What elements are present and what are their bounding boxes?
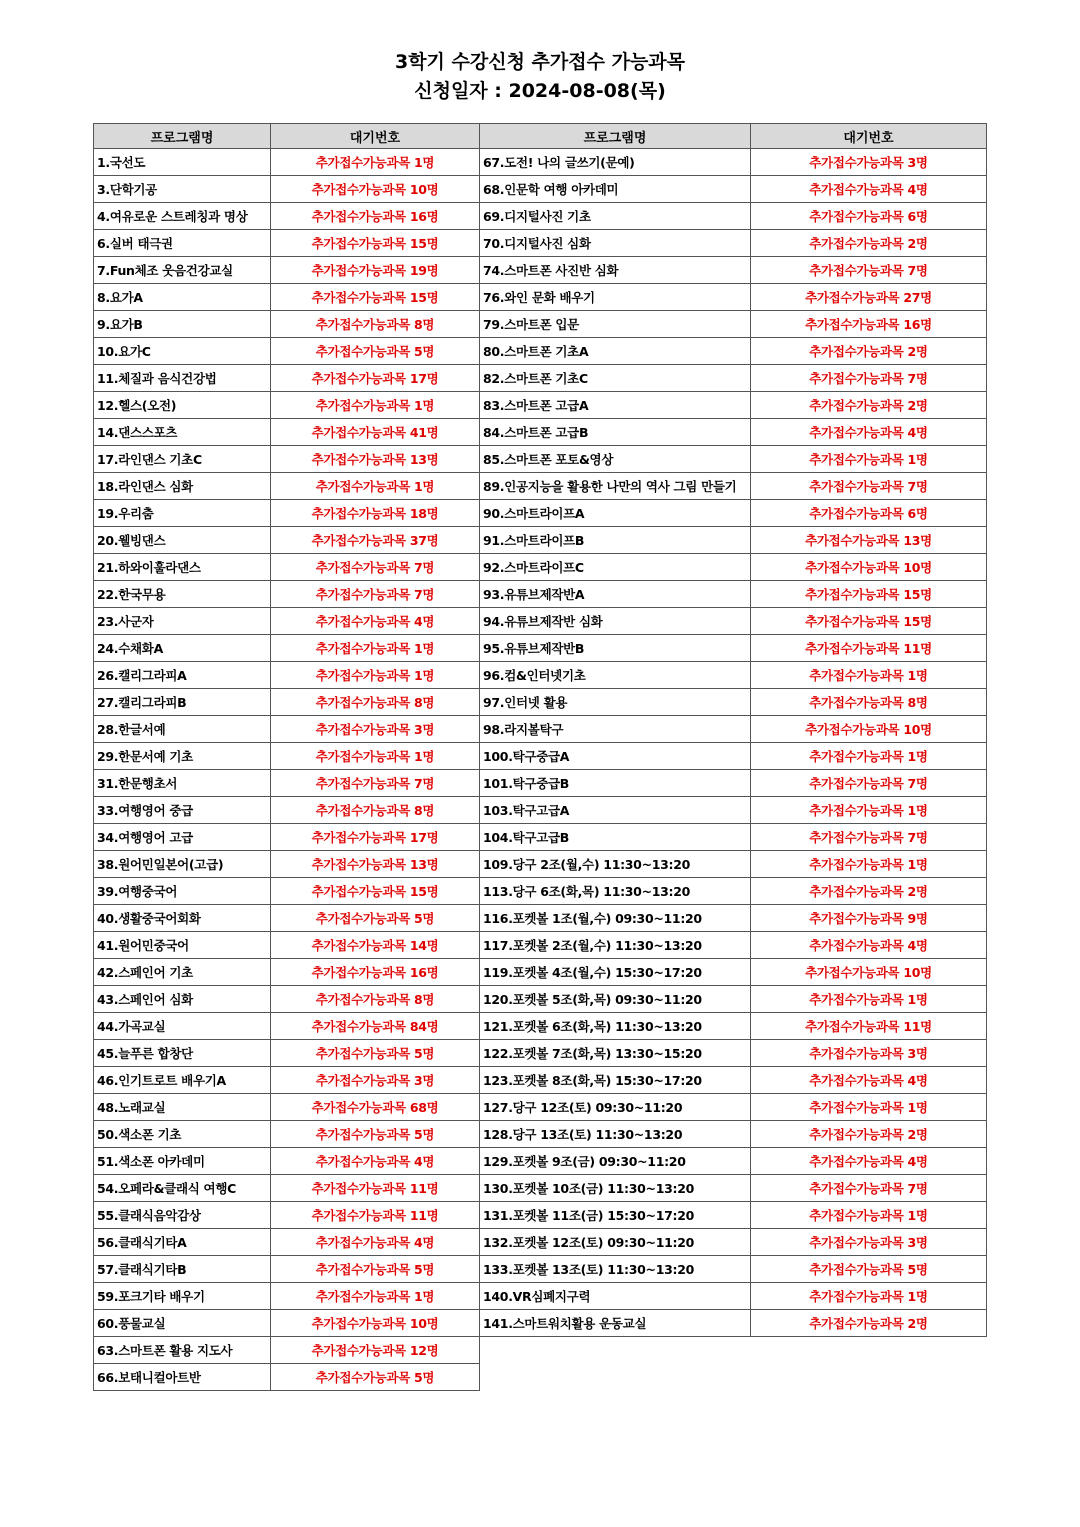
program-name-cell: 93.유튜브제작반A [480,581,751,608]
wait-number-cell: 추가접수가능과목 13명 [271,851,480,878]
table-row [480,905,987,932]
table-row [94,716,480,743]
table-row [480,500,987,527]
wait-number-cell: 추가접수가능과목 10명 [751,716,987,743]
program-name-cell: 132.포켓볼 12조(토) 09:30~11:20 [480,1229,751,1256]
table-row [480,689,987,716]
program-name-cell: 103.탁구고급A [480,797,751,824]
wait-number-cell: 추가접수가능과목 27명 [751,284,987,311]
program-name-cell: 91.스마트라이프B [480,527,751,554]
wait-number-cell: 추가접수가능과목 4명 [751,1148,987,1175]
table-row [94,743,480,770]
wait-number-cell: 추가접수가능과목 5명 [271,1040,480,1067]
wait-number-cell: 추가접수가능과목 1명 [271,635,480,662]
table-row [94,203,480,230]
program-name-cell: 12.헬스(오전) [94,392,271,419]
wait-number-cell: 추가접수가능과목 1명 [271,149,480,176]
table-row [480,932,987,959]
wait-number-cell: 추가접수가능과목 1명 [271,392,480,419]
program-name-cell: 89.인공지능을 활용한 나만의 역사 그림 만들기 [480,473,751,500]
wait-number-cell: 추가접수가능과목 1명 [271,473,480,500]
table-row [480,608,987,635]
program-name-cell: 45.늘푸른 합창단 [94,1040,271,1067]
program-name-cell: 55.클래식음악감상 [94,1202,271,1229]
program-name-cell: 18.라인댄스 심화 [94,473,271,500]
table-row [94,824,480,851]
table-row [480,392,987,419]
table-row [480,824,987,851]
program-name-cell: 116.포켓볼 1조(월,수) 09:30~11:20 [480,905,751,932]
wait-number-cell: 추가접수가능과목 13명 [751,527,987,554]
program-name-cell: 44.가곡교실 [94,1013,271,1040]
wait-number-cell: 추가접수가능과목 7명 [751,1175,987,1202]
wait-number-cell: 추가접수가능과목 7명 [751,365,987,392]
table-header-row [94,124,480,149]
table-row [94,797,480,824]
program-name-cell: 43.스페인어 심화 [94,986,271,1013]
wait-number-cell: 추가접수가능과목 2명 [751,338,987,365]
program-name-cell: 8.요가A [94,284,271,311]
program-name-cell: 23.사군자 [94,608,271,635]
program-name-cell: 104.탁구고급B [480,824,751,851]
table-row [94,689,480,716]
program-name-cell: 117.포켓볼 2조(월,수) 11:30~13:20 [480,932,751,959]
table-row [94,500,480,527]
wait-number-cell: 추가접수가능과목 1명 [751,1283,987,1310]
wait-number-cell: 추가접수가능과목 15명 [271,230,480,257]
program-name-cell: 1.국선도 [94,149,271,176]
wait-number-cell: 추가접수가능과목 9명 [751,905,987,932]
table-row [94,230,480,257]
table-row [480,716,987,743]
wait-number-cell: 추가접수가능과목 15명 [751,581,987,608]
table-row [94,446,480,473]
table-row [480,176,987,203]
wait-number-cell: 추가접수가능과목 2명 [751,392,987,419]
table-row [94,1013,480,1040]
table-row [480,1175,987,1202]
table-row [480,1121,987,1148]
wait-number-cell: 추가접수가능과목 8명 [271,311,480,338]
wait-number-cell: 추가접수가능과목 2명 [751,1310,987,1337]
table-row [94,1256,480,1283]
wait-number-cell: 추가접수가능과목 11명 [751,1013,987,1040]
page-title: 3학기 수강신청 추가접수 가능과목 [394,51,686,73]
program-name-cell: 131.포켓볼 11조(금) 15:30~17:20 [480,1202,751,1229]
table-row [480,1310,987,1337]
program-name-cell: 42.스페인어 기초 [94,959,271,986]
table-row [480,1040,987,1067]
program-name-cell: 24.수채화A [94,635,271,662]
wait-number-cell: 추가접수가능과목 5명 [751,1256,987,1283]
wait-number-cell: 추가접수가능과목 1명 [271,743,480,770]
program-name-cell: 56.클래식기타A [94,1229,271,1256]
wait-number-cell: 추가접수가능과목 1명 [751,446,987,473]
wait-number-cell: 추가접수가능과목 68명 [271,1094,480,1121]
program-name-cell: 38.원어민일본어(고급) [94,851,271,878]
program-name-cell: 120.포켓볼 5조(화,목) 09:30~11:20 [480,986,751,1013]
wait-number-cell: 추가접수가능과목 3명 [271,716,480,743]
wait-number-cell: 추가접수가능과목 8명 [271,797,480,824]
program-name-cell: 92.스마트라이프C [480,554,751,581]
wait-number-cell: 추가접수가능과목 1명 [751,797,987,824]
wait-number-cell: 추가접수가능과목 4명 [751,176,987,203]
wait-number-cell: 추가접수가능과목 6명 [751,203,987,230]
wait-number-cell: 추가접수가능과목 84명 [271,1013,480,1040]
table-row [94,932,480,959]
wait-number-cell: 추가접수가능과목 5명 [271,1121,480,1148]
program-name-cell: 100.탁구중급A [480,743,751,770]
wait-number-cell: 추가접수가능과목 4명 [271,608,480,635]
wait-number-cell: 추가접수가능과목 1명 [751,986,987,1013]
table-row [480,446,987,473]
program-name-cell: 98.라지볼탁구 [480,716,751,743]
wait-number-cell: 추가접수가능과목 7명 [751,824,987,851]
wait-number-cell: 추가접수가능과목 41명 [271,419,480,446]
program-name-cell: 82.스마트폰 기초C [480,365,751,392]
wait-number-cell: 추가접수가능과목 5명 [271,905,480,932]
program-name-cell: 83.스마트폰 고급A [480,392,751,419]
table-row [94,1040,480,1067]
program-name-cell: 19.우리춤 [94,500,271,527]
program-name-cell: 3.단학기공 [94,176,271,203]
program-name-cell: 109.당구 2조(월,수) 11:30~13:20 [480,851,751,878]
wait-number-cell: 추가접수가능과목 7명 [271,554,480,581]
table-row [480,1229,987,1256]
table-row [94,257,480,284]
program-name-cell: 59.포크기타 배우기 [94,1283,271,1310]
program-name-cell: 85.스마트폰 포토&영상 [480,446,751,473]
program-name-cell: 60.풍물교실 [94,1310,271,1337]
table-row [94,365,480,392]
wait-number-cell: 추가접수가능과목 13명 [271,446,480,473]
table-row [94,473,480,500]
wait-number-cell: 추가접수가능과목 5명 [271,1256,480,1283]
table-row [94,1094,480,1121]
wait-number-cell: 추가접수가능과목 17명 [271,365,480,392]
program-name-cell: 130.포켓볼 10조(금) 11:30~13:20 [480,1175,751,1202]
wait-number-cell: 추가접수가능과목 4명 [751,932,987,959]
wait-number-cell: 추가접수가능과목 2명 [751,878,987,905]
wait-number-cell: 추가접수가능과목 16명 [751,311,987,338]
program-name-cell: 96.컴&인터넷기초 [480,662,751,689]
wait-number-cell: 추가접수가능과목 3명 [751,1229,987,1256]
program-name-cell: 121.포켓볼 6조(화,목) 11:30~13:20 [480,1013,751,1040]
program-name-cell: 141.스마트워치활용 운동교실 [480,1310,751,1337]
program-name-cell: 140.VR심폐지구력 [480,1283,751,1310]
wait-number-cell: 추가접수가능과목 16명 [271,203,480,230]
program-name-cell: 54.오페라&클래식 여행C [94,1175,271,1202]
program-name-cell: 63.스마트폰 활용 지도사 [94,1337,271,1364]
program-name-cell: 39.여행중국어 [94,878,271,905]
table-row [94,149,480,176]
table-row [94,662,480,689]
column-header-wait: 대기번호 [271,124,480,149]
table-row [480,473,987,500]
wait-number-cell: 추가접수가능과목 8명 [271,986,480,1013]
wait-number-cell: 추가접수가능과목 1명 [751,743,987,770]
wait-number-cell: 추가접수가능과목 2명 [751,1121,987,1148]
table-row [480,1013,987,1040]
wait-number-cell: 추가접수가능과목 10명 [751,554,987,581]
program-name-cell: 46.인기트로트 배우기A [94,1067,271,1094]
table-row [94,419,480,446]
program-name-cell: 7.Fun체조 웃음건강교실 [94,257,271,284]
wait-number-cell: 추가접수가능과목 5명 [271,338,480,365]
table-row [94,1337,480,1364]
wait-number-cell: 추가접수가능과목 16명 [271,959,480,986]
wait-number-cell: 추가접수가능과목 7명 [751,473,987,500]
table-row [480,770,987,797]
wait-number-cell: 추가접수가능과목 11명 [751,635,987,662]
table-row [480,554,987,581]
table-row [94,581,480,608]
table-row [480,527,987,554]
program-name-cell: 90.스마트라이프A [480,500,751,527]
table-row [94,1148,480,1175]
table-row [94,311,480,338]
program-name-cell: 51.색소폰 아카데미 [94,1148,271,1175]
table-row [94,1067,480,1094]
table-row [94,1121,480,1148]
wait-number-cell: 추가접수가능과목 5명 [271,1364,480,1391]
program-name-cell: 48.노래교실 [94,1094,271,1121]
program-name-cell: 50.색소폰 기초 [94,1121,271,1148]
wait-number-cell: 추가접수가능과목 1명 [751,662,987,689]
program-name-cell: 28.한글서예 [94,716,271,743]
table-row [94,1175,480,1202]
table-row [480,1202,987,1229]
wait-number-cell: 추가접수가능과목 4명 [271,1229,480,1256]
table-row [94,770,480,797]
wait-number-cell: 추가접수가능과목 1명 [271,1283,480,1310]
program-name-cell: 10.요가C [94,338,271,365]
wait-number-cell: 추가접수가능과목 1명 [751,1094,987,1121]
program-name-cell: 22.한국무용 [94,581,271,608]
program-name-cell: 40.생활중국어회화 [94,905,271,932]
program-name-cell: 80.스마트폰 기초A [480,338,751,365]
table-row [480,959,987,986]
table-row [94,527,480,554]
program-name-cell: 6.실버 태극권 [94,230,271,257]
table-row [480,1148,987,1175]
wait-number-cell: 추가접수가능과목 10명 [271,1310,480,1337]
program-name-cell: 67.도전! 나의 글쓰기(문예) [480,149,751,176]
table-row [94,1364,480,1391]
column-header-program: 프로그램명 [94,124,271,149]
table-row [480,662,987,689]
program-name-cell: 119.포켓볼 4조(월,수) 15:30~17:20 [480,959,751,986]
table-row [480,1067,987,1094]
wait-number-cell: 추가접수가능과목 7명 [271,581,480,608]
table-row [480,878,987,905]
program-name-cell: 129.포켓볼 9조(금) 09:30~11:20 [480,1148,751,1175]
table-row [480,203,987,230]
table-row [94,176,480,203]
wait-number-cell: 추가접수가능과목 3명 [751,1040,987,1067]
program-name-cell: 94.유튜브제작반 심화 [480,608,751,635]
program-name-cell: 33.여행영어 중급 [94,797,271,824]
wait-number-cell: 추가접수가능과목 6명 [751,500,987,527]
wait-number-cell: 추가접수가능과목 7명 [271,770,480,797]
table-row [480,851,987,878]
program-name-cell: 14.댄스스포츠 [94,419,271,446]
program-name-cell: 74.스마트폰 사진반 심화 [480,257,751,284]
table-row [94,878,480,905]
table-row [94,1229,480,1256]
wait-number-cell: 추가접수가능과목 2명 [751,230,987,257]
column-header-wait: 대기번호 [751,124,987,149]
wait-number-cell: 추가접수가능과목 4명 [751,419,987,446]
wait-number-cell: 추가접수가능과목 11명 [271,1202,480,1229]
wait-number-cell: 추가접수가능과목 17명 [271,824,480,851]
table-row [480,1256,987,1283]
table-row [94,1310,480,1337]
wait-number-cell: 추가접수가능과목 18명 [271,500,480,527]
program-name-cell: 21.하와이훌라댄스 [94,554,271,581]
program-name-cell: 9.요가B [94,311,271,338]
program-name-cell: 27.캘리그라피B [94,689,271,716]
table-row [480,338,987,365]
table-row [94,986,480,1013]
program-name-cell: 84.스마트폰 고급B [480,419,751,446]
table-row [480,1094,987,1121]
right-course-table [479,123,987,1337]
program-name-cell: 122.포켓볼 7조(화,목) 13:30~15:20 [480,1040,751,1067]
table-row [480,581,987,608]
application-date: 신청일자 : 2024-08-08(목) [414,80,666,102]
wait-number-cell: 추가접수가능과목 8명 [751,689,987,716]
wait-number-cell: 추가접수가능과목 3명 [751,149,987,176]
wait-number-cell: 추가접수가능과목 10명 [751,959,987,986]
program-name-cell: 41.원어민중국어 [94,932,271,959]
program-name-cell: 70.디지털사진 심화 [480,230,751,257]
wait-number-cell: 추가접수가능과목 19명 [271,257,480,284]
table-row [94,284,480,311]
wait-number-cell: 추가접수가능과목 4명 [271,1148,480,1175]
table-row [94,392,480,419]
table-row [480,149,987,176]
program-name-cell: 113.당구 6조(화,목) 11:30~13:20 [480,878,751,905]
program-name-cell: 97.인터넷 활용 [480,689,751,716]
wait-number-cell: 추가접수가능과목 1명 [751,1202,987,1229]
program-name-cell: 11.체질과 음식건강법 [94,365,271,392]
table-row [94,338,480,365]
program-name-cell: 66.보태니컬아트반 [94,1364,271,1391]
wait-number-cell: 추가접수가능과목 11명 [271,1175,480,1202]
table-row [94,1283,480,1310]
left-course-table [93,123,480,1391]
program-name-cell: 123.포켓볼 8조(화,목) 15:30~17:20 [480,1067,751,1094]
program-name-cell: 69.디지털사진 기초 [480,203,751,230]
table-row [480,635,987,662]
table-row [480,311,987,338]
table-row [480,419,987,446]
table-row [480,257,987,284]
program-name-cell: 4.여유로운 스트레칭과 명상 [94,203,271,230]
table-row [94,905,480,932]
wait-number-cell: 추가접수가능과목 1명 [751,851,987,878]
program-name-cell: 95.유튜브제작반B [480,635,751,662]
program-name-cell: 57.클래식기타B [94,1256,271,1283]
column-header-program: 프로그램명 [480,124,751,149]
table-row [94,635,480,662]
program-name-cell: 26.캘리그라피A [94,662,271,689]
program-name-cell: 68.인문학 여행 아카데미 [480,176,751,203]
table-row [480,986,987,1013]
wait-number-cell: 추가접수가능과목 15명 [271,878,480,905]
wait-number-cell: 추가접수가능과목 37명 [271,527,480,554]
wait-number-cell: 추가접수가능과목 8명 [271,689,480,716]
wait-number-cell: 추가접수가능과목 7명 [751,770,987,797]
program-name-cell: 29.한문서예 기초 [94,743,271,770]
program-name-cell: 76.와인 문화 배우기 [480,284,751,311]
program-name-cell: 20.웰빙댄스 [94,527,271,554]
table-row [480,284,987,311]
wait-number-cell: 추가접수가능과목 7명 [751,257,987,284]
wait-number-cell: 추가접수가능과목 15명 [271,284,480,311]
table-row [94,851,480,878]
wait-number-cell: 추가접수가능과목 14명 [271,932,480,959]
program-name-cell: 31.한문행초서 [94,770,271,797]
program-name-cell: 133.포켓볼 13조(토) 11:30~13:20 [480,1256,751,1283]
table-row [480,743,987,770]
table-row [94,608,480,635]
table-row [480,797,987,824]
wait-number-cell: 추가접수가능과목 10명 [271,176,480,203]
program-name-cell: 79.스마트폰 입문 [480,311,751,338]
program-name-cell: 101.탁구중급B [480,770,751,797]
wait-number-cell: 추가접수가능과목 3명 [271,1067,480,1094]
wait-number-cell: 추가접수가능과목 12명 [271,1337,480,1364]
wait-number-cell: 추가접수가능과목 1명 [271,662,480,689]
program-name-cell: 128.당구 13조(토) 11:30~13:20 [480,1121,751,1148]
table-row [480,230,987,257]
program-name-cell: 127.당구 12조(토) 09:30~11:20 [480,1094,751,1121]
table-row [94,959,480,986]
table-row [94,554,480,581]
table-header-row [480,124,987,149]
table-row [480,1283,987,1310]
wait-number-cell: 추가접수가능과목 4명 [751,1067,987,1094]
program-name-cell: 34.여행영어 고급 [94,824,271,851]
table-row [94,1202,480,1229]
table-row [480,365,987,392]
program-name-cell: 17.라인댄스 기초C [94,446,271,473]
wait-number-cell: 추가접수가능과목 15명 [751,608,987,635]
